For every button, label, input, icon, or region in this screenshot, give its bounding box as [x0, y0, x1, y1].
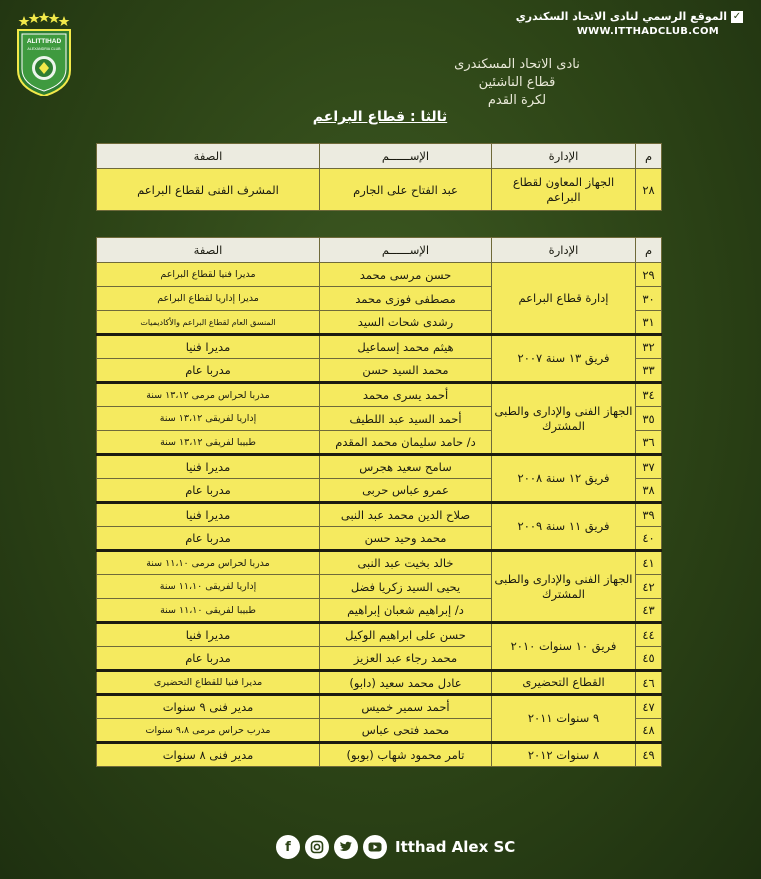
row-name: صلاح الدين محمد عبد النبى — [320, 503, 492, 527]
site-name-line — [516, 10, 743, 23]
row-role: طبيبا لفريقى ١١،١٠ سنة — [97, 599, 320, 623]
checkbox-icon: ✓ — [732, 10, 742, 22]
col-num-header: م — [636, 238, 662, 263]
row-num: ٣٨ — [636, 479, 662, 503]
row-role: مديرا فنيا للقطاع التحضيرى — [97, 671, 320, 695]
row-admin: فريق ١٣ سنة ٢٠٠٧ — [492, 335, 636, 383]
row-num: ٣٥ — [636, 407, 662, 431]
table-row — [97, 169, 662, 211]
row-name: محمد رجاء عبد العزيز — [320, 647, 492, 671]
row-name: خالد بخيت عبد النبى — [320, 551, 492, 575]
row-role: المنسق العام لقطاع البراعم والأكاديميات — [97, 311, 320, 335]
club-line-3: لكرة القدم — [487, 93, 547, 108]
row-num: ٤٨ — [636, 719, 662, 743]
row-name: د/ إبراهيم شعبان إبراهيم — [320, 599, 492, 623]
row-name: يحيى السيد زكريا فضل — [320, 575, 492, 599]
row-role: إداريا لفريقى ١١،١٠ سنة — [97, 575, 320, 599]
social-handle[interactable]: Itthad Alex SC — [395, 838, 516, 856]
col-admin-header: الإدارة — [492, 238, 636, 263]
table-row — [97, 335, 662, 359]
row-role: المشرف الفنى لقطاع البراعم — [97, 169, 320, 211]
logo-text-sub: ALEXANDRIA CLUB — [27, 47, 61, 51]
row-admin: ٩ سنوات ٢٠١١ — [492, 695, 636, 743]
row-admin: الجهاز المعاون لقطاع البراعم — [492, 169, 636, 211]
section-title: ثالثا : قطاع البراعم — [312, 109, 448, 125]
club-line-1: نادى الاتحاد المسكندرى — [454, 57, 580, 72]
row-num: ٢٨ — [636, 169, 662, 211]
site-name: الموقع الرسمي لنادى الاتحاد السكندري — [515, 10, 727, 23]
row-num: ٤٢ — [636, 575, 662, 599]
row-admin: القطاع التحضيرى — [492, 671, 636, 695]
row-admin: فريق ١٢ سنة ٢٠٠٨ — [492, 455, 636, 503]
row-num: ٤٩ — [636, 743, 662, 767]
row-admin: إدارة قطاع البراعم — [492, 263, 636, 335]
table-row — [97, 695, 662, 719]
row-name: محمد السيد حسن — [320, 359, 492, 383]
row-name: أحمد سمير خميس — [320, 695, 492, 719]
row-role: إداريا لفريقى ١٣،١٢ سنة — [97, 407, 320, 431]
row-num: ٤٣ — [636, 599, 662, 623]
instagram-icon[interactable] — [305, 835, 329, 859]
row-role: مدربا لحراس مرمى ١١،١٠ سنة — [97, 551, 320, 575]
row-num: ٣٢ — [636, 335, 662, 359]
row-name: مصطفى فوزى محمد — [320, 287, 492, 311]
row-num: ٣٤ — [636, 383, 662, 407]
row-name: أحمد يسرى محمد — [320, 383, 492, 407]
row-role: مدرب حراس مرمى ٩،٨ سنوات — [97, 719, 320, 743]
staff-table-body — [97, 263, 662, 767]
row-role: مدربا عام — [97, 647, 320, 671]
table-header-row — [97, 238, 662, 263]
row-role: مديرا فنيا — [97, 623, 320, 647]
row-admin: فريق ١٠ سنوات ٢٠١٠ — [492, 623, 636, 671]
row-name: تامر محمود شهاب (بوبو) — [320, 743, 492, 767]
site-url[interactable]: WWW.ITTHADCLUB.COM — [576, 26, 719, 37]
row-name: عبد الفتاح على الجارم — [320, 169, 492, 211]
row-name: حسن على ابراهيم الوكيل — [320, 623, 492, 647]
row-name: عادل محمد سعيد (دابو) — [320, 671, 492, 695]
row-role: مدير فنى ٩ سنوات — [97, 695, 320, 719]
row-num: ٤٠ — [636, 527, 662, 551]
row-role: مديرا فنيا — [97, 335, 320, 359]
table-row — [97, 503, 662, 527]
row-role: مديرا فنيا — [97, 503, 320, 527]
twitter-icon[interactable] — [334, 835, 358, 859]
row-name: أحمد السيد عبد اللطيف — [320, 407, 492, 431]
col-role-header: الصفة — [97, 238, 320, 263]
row-num: ٣٦ — [636, 431, 662, 455]
club-logo — [14, 12, 74, 96]
table-row — [97, 671, 662, 695]
col-role-header: الصفة — [97, 144, 320, 169]
row-num: ٤١ — [636, 551, 662, 575]
row-num: ٣٣ — [636, 359, 662, 383]
row-num: ٤٤ — [636, 623, 662, 647]
club-line-2: قطاع الناشئين — [478, 75, 556, 90]
row-num: ٤٦ — [636, 671, 662, 695]
table-row — [97, 263, 662, 287]
table-row — [97, 551, 662, 575]
row-admin: الجهاز الفنى والإدارى والطبى المشترك — [492, 383, 636, 455]
row-role: طبيبا لفريقى ١٣،١٢ سنة — [97, 431, 320, 455]
row-num: ٣٩ — [636, 503, 662, 527]
row-role: مدربا لحراس مرمى ١٣،١٢ سنة — [97, 383, 320, 407]
row-name: د/ حامد سليمان محمد المقدم — [320, 431, 492, 455]
supervisor-table — [96, 143, 662, 211]
row-role: مدربا عام — [97, 527, 320, 551]
facebook-icon[interactable]: f — [276, 835, 300, 859]
row-name: محمد وحيد حسن — [320, 527, 492, 551]
table-row — [97, 383, 662, 407]
row-role: مديرا فنيا لقطاع البراعم — [97, 263, 320, 287]
table-header-row — [97, 144, 662, 169]
row-num: ٢٩ — [636, 263, 662, 287]
social-footer — [276, 834, 515, 860]
row-name: محمد فتحى عباس — [320, 719, 492, 743]
row-admin: الجهاز الفنى والإدارى والطبى المشترك — [492, 551, 636, 623]
row-admin: ٨ سنوات ٢٠١٢ — [492, 743, 636, 767]
row-num: ٤٥ — [636, 647, 662, 671]
logo-text-top: ALITTIHAD — [26, 38, 62, 45]
col-name-header: الإســــــم — [320, 238, 492, 263]
row-role: مدربا عام — [97, 479, 320, 503]
club-heading — [417, 56, 617, 110]
row-role: مدير فنى ٨ سنوات — [97, 743, 320, 767]
row-admin: فريق ١١ سنة ٢٠٠٩ — [492, 503, 636, 551]
row-name: حسن مرسى محمد — [320, 263, 492, 287]
col-num-header: م — [636, 144, 662, 169]
table-row — [97, 623, 662, 647]
row-name: سامح سعيد هجرس — [320, 455, 492, 479]
row-role: مدربا عام — [97, 359, 320, 383]
table-row — [97, 743, 662, 767]
row-num: ٤٧ — [636, 695, 662, 719]
col-name-header: الإســــــم — [320, 144, 492, 169]
row-role: مديرا إداريا لقطاع البراعم — [97, 287, 320, 311]
row-num: ٣١ — [636, 311, 662, 335]
staff-table — [96, 237, 662, 767]
row-name: هيثم محمد إسماعيل — [320, 335, 492, 359]
row-role: مديرا فنيا — [97, 455, 320, 479]
col-admin-header: الإدارة — [492, 144, 636, 169]
row-num: ٣٠ — [636, 287, 662, 311]
row-name: عمرو عباس حربى — [320, 479, 492, 503]
row-num: ٣٧ — [636, 455, 662, 479]
youtube-icon[interactable] — [363, 835, 387, 859]
table-row — [97, 455, 662, 479]
row-name: رشدى شحات السيد — [320, 311, 492, 335]
